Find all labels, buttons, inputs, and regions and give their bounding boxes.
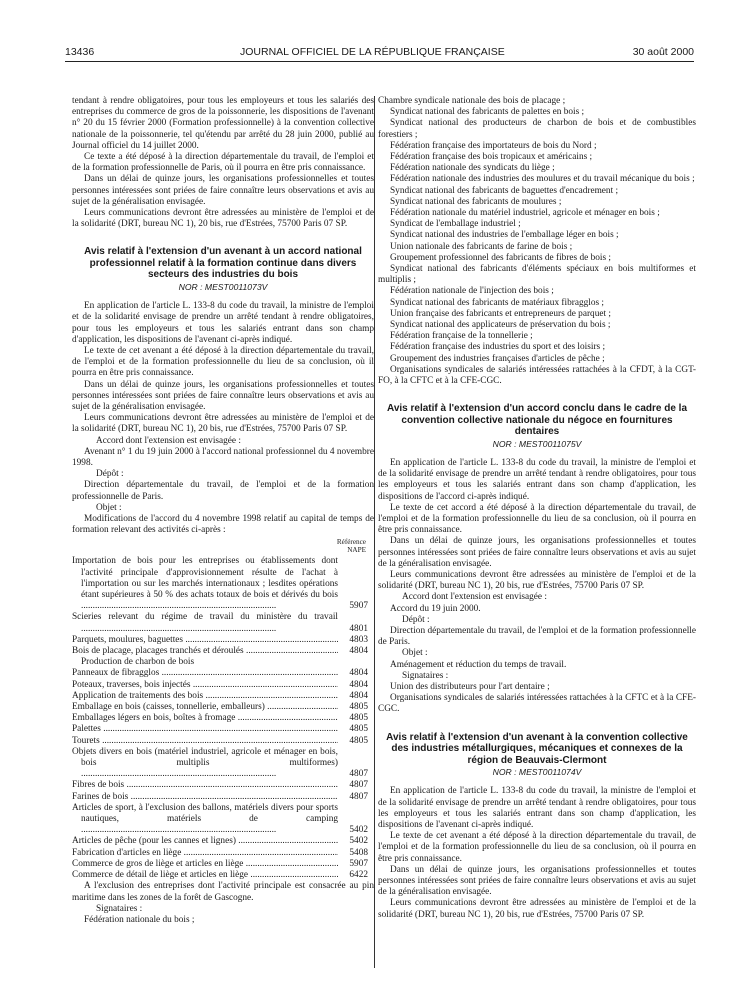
- signataire-item: Fédération française des bois tropicaux et américains ;: [390, 152, 593, 163]
- page-header: [65, 46, 694, 60]
- nape-code: 4804: [349, 646, 368, 657]
- notice-paragraph: En application de l'article L. 133-8 du code du travail, la ministre de l'emploi et de la solidarité envisage de prendre un arrêté tendant à rendre obligatoires, pour tous les employeurs et tous les salariés entrant dans son champ d'application, les dispositions de l'avenant ci-après indiqué.: [72, 301, 374, 345]
- signataire-item: Fédération française des industries du sport et des loisirs ;: [390, 342, 606, 353]
- signataire-item: Syndicat national des producteurs de charbon de bois et de combustibles forestiers ;: [378, 118, 696, 140]
- accord-label: Accord dont l'extension est envisagée :: [402, 592, 547, 603]
- nape-code: 4805: [349, 735, 368, 746]
- notice-paragraph: Leurs communications devront être adressées au ministère de l'emploi et de la solidarité (DRT, bureau NC 1), 20 bis, rue d'Estrées, 75700 Paris 07 SP.: [378, 898, 696, 920]
- activity-label: Parquets, moulures, baguettes .....: [72, 635, 338, 646]
- nape-code: 5907: [349, 601, 368, 612]
- activity-label: Importation de bois pour les entreprises ou établissements dont l'activité principale d'approvisionnement résulte de l'achat à l'importation ou sur les marchés internationaux ; lesdites opérations étant supérieures à 50 % des achats totaux de bois et dérivés du bois .....: [72, 556, 338, 612]
- notice-paragraph: Leurs communications devront être adressées au ministère de l'emploi et de la solidarité (DRT, bureau NC 1), 20 bis, rue d'Estrées, 75700 Paris 07 SP.: [378, 570, 696, 592]
- signataire-item: Syndicat national des fabricants de palettes en bois ;: [390, 107, 585, 118]
- activity-label: Panneaux de fibragglos .....: [72, 668, 338, 679]
- right-column: [378, 96, 696, 921]
- signataire-item: Fédération nationale du bois ;: [84, 914, 195, 925]
- signataire-item: Fédération nationale des syndicats du liège ;: [390, 163, 555, 174]
- activity-label: Emballage en bois (caisses, tonnellerie, emballeurs) .....: [72, 702, 338, 713]
- activity-row: [72, 859, 368, 870]
- depot-text: Direction départementale du travail, de l'emploi et de la formation professionnelle de Paris.: [72, 480, 374, 502]
- signataire-item: Fédération nationale du matériel industriel, agricole et ménager en bois ;: [390, 208, 660, 219]
- activity-row: [72, 713, 368, 724]
- header-rule: [65, 61, 694, 62]
- activity-row: [72, 612, 368, 634]
- intro-paragraph: Dans un délai de quinze jours, les organisations professionnelles et toutes personnes intéressées sont priées de faire connaître leurs observations et avis au sujet de la généralisation envisagée.: [72, 174, 374, 207]
- activity-row: [72, 668, 368, 679]
- signataire-item: Fédération française de la tonnellerie ;: [390, 331, 533, 342]
- notice-paragraph: Dans un délai de quinze jours, les organisations professionnelles et toutes personnes intéressées sont priées de faire connaître leurs observations et avis au sujet de la généralisation envisagée.: [378, 864, 696, 898]
- notice-paragraph: Dans un délai de quinze jours, les organisations professionnelles et toutes personnes intéressées sont priées de faire connaître leurs observations et avis au sujet de la généralisation envisagée.: [72, 379, 374, 412]
- depot-label: Dépôt :: [402, 614, 430, 625]
- page-number: 13436: [65, 46, 95, 58]
- signataire-item: Syndicat national des fabricants d'éléments spéciaux en bois multiformes et multiplis ;: [378, 264, 696, 286]
- activity-row: [72, 848, 368, 859]
- notice-paragraph: En application de l'article L. 133-8 du code du travail, la ministre de l'emploi et de la solidarité envisage de prendre un arrêté tendant à rendre obligatoires, pour tous les employeurs et tous les salariés entrant dans son champ d'application, les dispositions de l'accord ci-après indiqué.: [378, 457, 696, 502]
- intro-paragraph: Leurs communications devront être adressées au ministère de l'emploi et de la solidarité (DRT, bureau NC 1), 20 bis, rue d'Estrées, 75700 Paris 07 SP.: [72, 208, 374, 230]
- activity-row: [72, 836, 368, 847]
- signataire-item: Chambre syndicale nationale des bois de placage ;: [378, 96, 566, 106]
- objet-label: Objet :: [402, 648, 428, 659]
- signataire-item: Syndicat national des applicateurs de préservation du bois ;: [390, 320, 611, 331]
- notice-title: Avis relatif à l'extension d'un avenant à un accord national professionnel relatif à la formation continue dans divers secteurs des industries du bois: [84, 246, 362, 281]
- activity-row: [72, 747, 368, 781]
- nape-code: 4804: [349, 690, 368, 701]
- notice-paragraph: Le texte de cet avenant a été déposé à la direction départementale du travail, de l'emploi et de la formation professionnelle du lieu de sa conclusion, où il pourra en être pris connaissance.: [72, 345, 374, 379]
- activity-reference-list: [72, 556, 374, 881]
- signataire-item: Syndicat national des fabricants de matériaux fibragglos ;: [390, 297, 605, 308]
- nape-code: 6422: [349, 870, 368, 881]
- signataire-item: Syndicat national des fabricants de moulures ;: [390, 196, 562, 207]
- depot-label: Dépôt :: [96, 469, 124, 480]
- activity-label: Objets divers en bois (matériel industriel, agricole et ménager en bois, bois multiplis multiformes) .....: [72, 747, 338, 781]
- notice-paragraph: Le texte de cet avenant a été déposé à la direction départementale du travail, de l'emploi et de la formation professionnelle du lieu de sa conclusion, où il pourra en être pris connaissance.: [378, 831, 696, 864]
- signataire-item: Fédération nationale des industries des moulures et du travail mécanique du bois ;: [390, 174, 695, 185]
- activity-row: [72, 646, 368, 657]
- activity-row: [72, 691, 368, 702]
- notice-paragraph: Dans un délai de quinze jours, les organisations professionnelles et toutes personnes intéressées sont priées de faire connaître leurs observations et avis au sujet de la généralisation envisagée.: [378, 536, 696, 569]
- activity-row: [72, 657, 368, 668]
- signataires-label: Signataires :: [402, 670, 449, 681]
- activity-row: [72, 736, 368, 747]
- objet-text: Aménagement et réduction du temps de travail.: [390, 659, 567, 670]
- nor-reference: NOR : MEST0011074V: [492, 767, 582, 778]
- activity-row: [72, 803, 368, 837]
- signataire-item: Union nationale des fabricants de farine de bois ;: [390, 241, 573, 252]
- signataire-item: Organisations syndicales de salariés intéressées rattachées à la CFDT, à la CGT-FO, à la CFTC et à la CFE-CGC.: [378, 364, 696, 387]
- activity-label: Application de traitements des bois .....: [72, 691, 338, 702]
- activity-label: Production de charbon de bois: [81, 657, 195, 668]
- nape-code: 5907: [349, 858, 368, 869]
- signataire-item: Syndicat national des industries de l'emballage léger en bois ;: [390, 230, 619, 241]
- nape-code: 4804: [349, 668, 368, 679]
- depot-text: Direction départementale du travail, de l'emploi et de la formation professionnelle de Paris.: [378, 626, 696, 648]
- signataire-item: Organisations syndicales de salariés intéressées rattachées à la CFTC et à la CFE-CGC.: [378, 693, 696, 715]
- signataire-item: Syndicat national des fabricants de baguettes d'encadrement ;: [390, 185, 619, 196]
- activity-label: Palettes .....: [72, 724, 338, 735]
- nape-code: 5408: [349, 847, 368, 858]
- nape-code: 4805: [349, 724, 368, 735]
- journal-title: JOURNAL OFFICIEL DE LA RÉPUBLIQUE FRANÇAISE: [240, 46, 505, 58]
- activity-label: Bois de placage, placages tranchés et déroulés .....: [72, 646, 338, 657]
- signataire-item: Groupement des industries françaises d'articles de pêche ;: [390, 353, 605, 364]
- activity-label: Farines de bois .....: [72, 792, 338, 803]
- publication-date: 30 août 2000: [632, 46, 694, 58]
- nape-code: 4805: [349, 702, 368, 713]
- nape-code: 4807: [349, 791, 368, 802]
- exclusion-text: A l'exclusion des entreprises dont l'activité principale est consacrée au pin maritime dans les zones de la forêt de Gascogne.: [72, 881, 374, 903]
- signataire-item: Union des distributeurs pour l'art dentaire ;: [390, 682, 550, 693]
- signataire-item: Fédération française des importateurs de bois du Nord ;: [390, 140, 597, 151]
- nape-code: 4805: [349, 713, 368, 724]
- nape-code: 4803: [349, 634, 368, 645]
- signataires-list: [378, 96, 696, 387]
- notice-title: Avis relatif à l'extension d'un accord conclu dans le cadre de la convention collective nationale du négoce en fournitures dentaires: [386, 403, 688, 438]
- activity-row: [72, 870, 368, 881]
- activity-row: [72, 780, 368, 791]
- accord-text: Avenant n° 1 du 19 juin 2000 à l'accord national professionnel du 4 novembre 1998.: [72, 446, 374, 468]
- intro-paragraph: Ce texte a été déposé à la direction départementale du travail, de l'emploi et de la formation professionnelle de Paris, où il pourra en être pris connaissance.: [72, 152, 374, 174]
- activity-label: Tourets .....: [72, 736, 338, 747]
- activity-label: Fabrication d'articles en liège .....: [72, 848, 338, 859]
- notice-paragraph: Leurs communications devront être adressées au ministère de l'emploi et de la solidarité (DRT, bureau NC 1), 20 bis, rue d'Estrées, 75700 Paris 07 SP.: [72, 413, 374, 435]
- signataire-item: Fédération nationale de l'injection des bois ;: [390, 286, 554, 297]
- nape-code: 4804: [349, 679, 368, 690]
- nor-reference: NOR : MEST0011075V: [492, 438, 582, 449]
- intro-paragraph: tendant à rendre obligatoires, pour tous les employeurs et tous les salariés des entreprises du commerce de gros de la poissonnerie, les dispositions de l'avenant n° 20 du 15 février 2000 (Formation professionnelle) à la convention collective nationale de la poissonnerie, tel qu'étendu par arrêté du 28 juin 2000, publié au Journal officiel du 14 juillet 2000.: [72, 96, 374, 151]
- activity-label: Scieries relevant du régime de travail du ministère du travail .....: [72, 612, 338, 634]
- accord-label: Accord dont l'extension est envisagée :: [96, 435, 241, 446]
- left-column: [72, 96, 374, 926]
- activity-row: [72, 724, 368, 735]
- nape-code: 4801: [349, 623, 368, 634]
- accord-text: Accord du 19 juin 2000.: [390, 603, 481, 614]
- activity-row: [72, 635, 368, 646]
- activity-row: [72, 556, 368, 612]
- activity-label: Articles de pêche (pour les cannes et lignes) .....: [72, 836, 338, 847]
- activity-label: Poteaux, traverses, bois injectés .....: [72, 680, 338, 691]
- notice-paragraph: Le texte de cet accord a été déposé à la direction départementale du travail, de l'emploi et de la formation professionnelle du lieu de sa conclusion, où il pourra en être pris connaissance.: [378, 502, 696, 536]
- activity-label: Articles de sport, à l'exclusion des ballons, matériels divers pour sports nautiques, matériels de camping .....: [72, 803, 338, 837]
- objet-label: Objet :: [96, 502, 122, 513]
- reference-column-header: Référence NAPE: [336, 538, 366, 555]
- nape-code: 5402: [349, 836, 368, 847]
- notice-title: Avis relatif à l'extension d'un avenant à la convention collective des industries métallurgiques, mécaniques et connexes de la région de Beauvais-Clermont: [386, 731, 688, 766]
- nape-code: 4807: [349, 769, 368, 780]
- activity-row: [72, 792, 368, 803]
- activity-label: Emballages légers en bois, boîtes à fromage .....: [72, 713, 338, 724]
- column-divider: [374, 96, 375, 968]
- activity-row: [72, 702, 368, 713]
- notice-paragraph: En application de l'article L. 133-8 du code du travail, la ministre de l'emploi et de la solidarité envisage de prendre un arrêté tendant à rendre obligatoires, pour tous les employeurs et tous les salariés entrant dans son champ d'application, les dispositions de l'avenant ci-après indiqué.: [378, 786, 696, 830]
- activity-label: Fibres de bois .....: [72, 780, 338, 791]
- activity-label: Commerce de gros de liège et articles en liège .....: [72, 859, 338, 870]
- nor-reference: NOR : MEST0011073V: [178, 281, 268, 292]
- objet-text: Modifications de l'accord du 4 novembre 1998 relatif au capital de temps de formation relevant des activités ci-après :: [72, 514, 374, 536]
- signataires-label: Signataires :: [96, 903, 143, 914]
- activity-label: Commerce de détail de liège et articles en liège .....: [72, 870, 338, 881]
- signataire-item: Union française des fabricants et entrepreneurs de parquet ;: [390, 308, 611, 319]
- nape-code: 5402: [349, 825, 368, 836]
- signataire-item: Syndicat de l'emballage industriel ;: [390, 219, 521, 230]
- signataire-item: Groupement professionnel des fabricants de fibres de bois ;: [390, 252, 611, 263]
- nape-code: 4807: [349, 780, 368, 791]
- activity-row: [72, 680, 368, 691]
